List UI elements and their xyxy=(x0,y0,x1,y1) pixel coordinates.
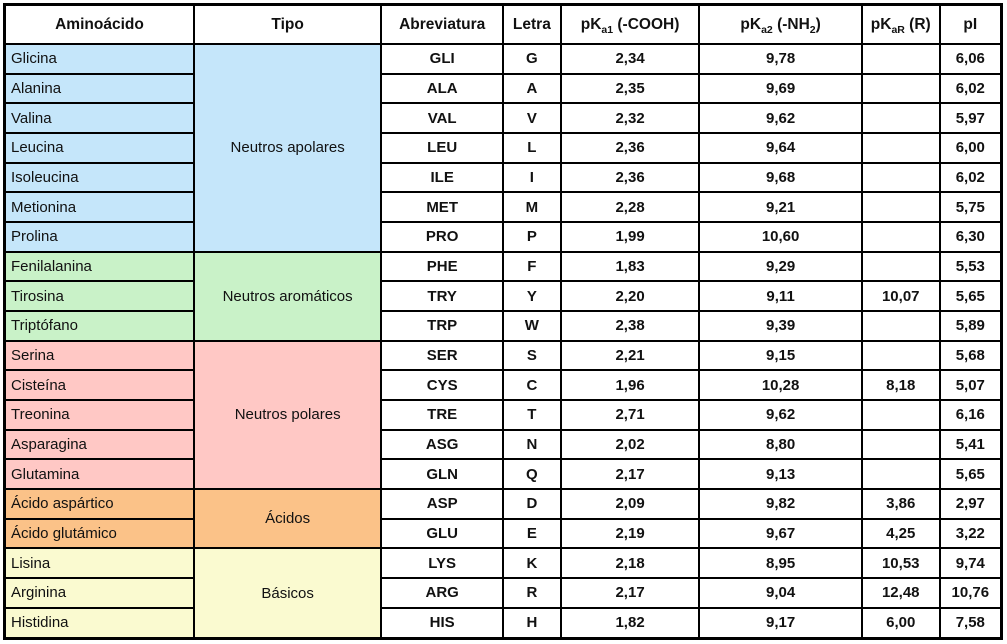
letter-cell: N xyxy=(503,430,561,460)
header-col-abreviatura xyxy=(381,5,503,45)
pka1-cell: 2,32 xyxy=(561,103,700,133)
pi-cell: 6,30 xyxy=(940,222,1002,252)
pkar-cell xyxy=(862,252,940,282)
pi-cell: 5,41 xyxy=(940,430,1002,460)
table-row xyxy=(5,311,1002,341)
amino-name-cell: Metionina xyxy=(5,192,194,222)
abbreviation-cell: TRY xyxy=(381,281,503,311)
pka1-cell: 2,19 xyxy=(561,519,700,549)
header-text: pI xyxy=(963,15,978,33)
pkar-cell xyxy=(862,163,940,193)
letter-cell: I xyxy=(503,163,561,193)
pka1-cell: 2,09 xyxy=(561,489,700,519)
table-row xyxy=(5,608,1002,639)
amino-name-cell: Triptófano xyxy=(5,311,194,341)
pkar-cell xyxy=(862,459,940,489)
amino-name-cell: Valina xyxy=(5,103,194,133)
table-row xyxy=(5,252,1002,282)
pka2-cell: 9,11 xyxy=(699,281,862,311)
pka1-cell: 2,71 xyxy=(561,400,700,430)
letter-cell: V xyxy=(503,103,561,133)
abbreviation-cell: LYS xyxy=(381,548,503,578)
letter-cell: R xyxy=(503,578,561,608)
pkar-cell xyxy=(862,341,940,371)
letter-cell: P xyxy=(503,222,561,252)
amino-name-cell: Alanina xyxy=(5,74,194,104)
abbreviation-cell: VAL xyxy=(381,103,503,133)
header-subscript: a2 xyxy=(761,23,773,36)
pka2-cell: 9,62 xyxy=(699,400,862,430)
pi-cell: 5,68 xyxy=(940,341,1002,371)
pka1-cell: 1,82 xyxy=(561,608,700,639)
letter-cell: Q xyxy=(503,459,561,489)
header-col-tipo xyxy=(194,5,381,45)
pi-cell: 6,06 xyxy=(940,44,1002,74)
header-col-pka2 xyxy=(699,5,862,45)
pka1-cell: 1,96 xyxy=(561,370,700,400)
pka1-cell: 2,36 xyxy=(561,163,700,193)
header-subscript: 2 xyxy=(809,23,816,36)
table-body xyxy=(5,44,1002,639)
pka2-cell: 9,69 xyxy=(699,74,862,104)
abbreviation-cell: GLN xyxy=(381,459,503,489)
pkar-cell xyxy=(862,44,940,74)
pi-cell: 10,76 xyxy=(940,578,1002,608)
table-row xyxy=(5,548,1002,578)
header-text: ) xyxy=(815,15,821,33)
abbreviation-cell: HIS xyxy=(381,608,503,639)
pka2-cell: 9,39 xyxy=(699,311,862,341)
header-text: Letra xyxy=(512,15,551,33)
abbreviation-cell: GLI xyxy=(381,44,503,74)
pka1-cell: 2,17 xyxy=(561,578,700,608)
tipo-group-cell: Ácidos xyxy=(194,489,381,548)
header-text: (R) xyxy=(904,15,931,33)
abbreviation-cell: PHE xyxy=(381,252,503,282)
pka2-cell: 9,68 xyxy=(699,163,862,193)
header-subscript: aR xyxy=(891,23,905,36)
abbreviation-cell: ALA xyxy=(381,74,503,104)
pkar-cell xyxy=(862,74,940,104)
amino-name-cell: Asparagina xyxy=(5,430,194,460)
pkar-cell xyxy=(862,430,940,460)
letter-cell: L xyxy=(503,133,561,163)
pkar-cell: 3,86 xyxy=(862,489,940,519)
pi-cell: 5,89 xyxy=(940,311,1002,341)
pi-cell: 5,65 xyxy=(940,459,1002,489)
table-row xyxy=(5,44,1002,74)
header-text: pK xyxy=(740,15,762,33)
amino-name-cell: Tirosina xyxy=(5,281,194,311)
pka1-cell: 2,02 xyxy=(561,430,700,460)
abbreviation-cell: SER xyxy=(381,341,503,371)
tipo-group-cell: Básicos xyxy=(194,548,381,638)
pkar-cell: 8,18 xyxy=(862,370,940,400)
pka2-cell: 9,29 xyxy=(699,252,862,282)
pkar-cell xyxy=(862,400,940,430)
pka2-cell: 9,78 xyxy=(699,44,862,74)
table-row xyxy=(5,133,1002,163)
pka2-cell: 9,17 xyxy=(699,608,862,639)
amino-name-cell: Lisina xyxy=(5,548,194,578)
table-row xyxy=(5,341,1002,371)
pka1-cell: 1,83 xyxy=(561,252,700,282)
letter-cell: Y xyxy=(503,281,561,311)
amino-name-cell: Glicina xyxy=(5,44,194,74)
pi-cell: 2,97 xyxy=(940,489,1002,519)
abbreviation-cell: GLU xyxy=(381,519,503,549)
amino-acid-table xyxy=(3,3,1003,640)
pka2-cell: 9,64 xyxy=(699,133,862,163)
abbreviation-cell: PRO xyxy=(381,222,503,252)
pi-cell: 6,16 xyxy=(940,400,1002,430)
table-row xyxy=(5,578,1002,608)
table-row xyxy=(5,192,1002,222)
letter-cell: A xyxy=(503,74,561,104)
table-row xyxy=(5,400,1002,430)
amino-name-cell: Ácido aspártico xyxy=(5,489,194,519)
letter-cell: G xyxy=(503,44,561,74)
pka1-cell: 2,28 xyxy=(561,192,700,222)
table-row xyxy=(5,489,1002,519)
pkar-cell: 10,07 xyxy=(862,281,940,311)
pka1-cell: 2,36 xyxy=(561,133,700,163)
amino-name-cell: Glutamina xyxy=(5,459,194,489)
tipo-group-cell: Neutros polares xyxy=(194,341,381,489)
table-row xyxy=(5,281,1002,311)
pkar-cell: 10,53 xyxy=(862,548,940,578)
abbreviation-cell: ARG xyxy=(381,578,503,608)
tipo-group-cell: Neutros apolares xyxy=(194,44,381,252)
pka1-cell: 1,99 xyxy=(561,222,700,252)
abbreviation-cell: ILE xyxy=(381,163,503,193)
table-row xyxy=(5,103,1002,133)
pka2-cell: 9,15 xyxy=(699,341,862,371)
letter-cell: T xyxy=(503,400,561,430)
amino-name-cell: Prolina xyxy=(5,222,194,252)
letter-cell: C xyxy=(503,370,561,400)
table-row xyxy=(5,430,1002,460)
header-col-pka1 xyxy=(561,5,700,45)
header-col-aminoacido xyxy=(5,5,194,45)
letter-cell: E xyxy=(503,519,561,549)
pi-cell: 9,74 xyxy=(940,548,1002,578)
pkar-cell: 6,00 xyxy=(862,608,940,639)
header-subscript: a1 xyxy=(601,23,614,36)
letter-cell: M xyxy=(503,192,561,222)
pka1-cell: 2,20 xyxy=(561,281,700,311)
abbreviation-cell: ASG xyxy=(381,430,503,460)
pka1-cell: 2,35 xyxy=(561,74,700,104)
pi-cell: 6,02 xyxy=(940,74,1002,104)
amino-name-cell: Leucina xyxy=(5,133,194,163)
header-text: pK xyxy=(580,15,602,33)
pka2-cell: 9,04 xyxy=(699,578,862,608)
amino-name-cell: Isoleucina xyxy=(5,163,194,193)
letter-cell: H xyxy=(503,608,561,639)
pka2-cell: 9,21 xyxy=(699,192,862,222)
abbreviation-cell: MET xyxy=(381,192,503,222)
pkar-cell xyxy=(862,103,940,133)
pkar-cell xyxy=(862,222,940,252)
abbreviation-cell: TRE xyxy=(381,400,503,430)
amino-name-cell: Fenilalanina xyxy=(5,252,194,282)
pka2-cell: 9,62 xyxy=(699,103,862,133)
letter-cell: S xyxy=(503,341,561,371)
header-text: Abreviatura xyxy=(399,15,486,33)
pi-cell: 5,65 xyxy=(940,281,1002,311)
pka1-cell: 2,18 xyxy=(561,548,700,578)
table-row xyxy=(5,519,1002,549)
header-col-letra xyxy=(503,5,561,45)
letter-cell: D xyxy=(503,489,561,519)
pka2-cell: 9,67 xyxy=(699,519,862,549)
header-text: (-NH xyxy=(772,15,810,33)
pi-cell: 7,58 xyxy=(940,608,1002,639)
pi-cell: 5,75 xyxy=(940,192,1002,222)
header-row xyxy=(5,5,1002,45)
header-col-pkar xyxy=(862,5,940,45)
abbreviation-cell: CYS xyxy=(381,370,503,400)
pkar-cell xyxy=(862,311,940,341)
amino-name-cell: Treonina xyxy=(5,400,194,430)
pka2-cell: 9,13 xyxy=(699,459,862,489)
pka1-cell: 2,17 xyxy=(561,459,700,489)
header-text: pK xyxy=(870,15,892,33)
abbreviation-cell: ASP xyxy=(381,489,503,519)
pka2-cell: 10,60 xyxy=(699,222,862,252)
table-row xyxy=(5,459,1002,489)
table-row xyxy=(5,74,1002,104)
amino-name-cell: Cisteína xyxy=(5,370,194,400)
pkar-cell xyxy=(862,192,940,222)
pi-cell: 3,22 xyxy=(940,519,1002,549)
pkar-cell: 12,48 xyxy=(862,578,940,608)
header-col-pi xyxy=(940,5,1002,45)
pka1-cell: 2,38 xyxy=(561,311,700,341)
amino-name-cell: Arginina xyxy=(5,578,194,608)
pi-cell: 5,53 xyxy=(940,252,1002,282)
header-text: Aminoácido xyxy=(55,15,144,33)
table-row xyxy=(5,222,1002,252)
pka1-cell: 2,21 xyxy=(561,341,700,371)
amino-name-cell: Ácido glutámico xyxy=(5,519,194,549)
header-text: (-COOH) xyxy=(613,15,680,33)
tipo-group-cell: Neutros aromáticos xyxy=(194,252,381,341)
pka2-cell: 8,95 xyxy=(699,548,862,578)
pi-cell: 5,97 xyxy=(940,103,1002,133)
pka1-cell: 2,34 xyxy=(561,44,700,74)
letter-cell: F xyxy=(503,252,561,282)
pi-cell: 5,07 xyxy=(940,370,1002,400)
header-text: Tipo xyxy=(271,15,304,33)
pkar-cell: 4,25 xyxy=(862,519,940,549)
pkar-cell xyxy=(862,133,940,163)
letter-cell: K xyxy=(503,548,561,578)
amino-name-cell: Serina xyxy=(5,341,194,371)
pi-cell: 6,00 xyxy=(940,133,1002,163)
amino-name-cell: Histidina xyxy=(5,608,194,639)
abbreviation-cell: TRP xyxy=(381,311,503,341)
pka2-cell: 10,28 xyxy=(699,370,862,400)
letter-cell: W xyxy=(503,311,561,341)
pka2-cell: 8,80 xyxy=(699,430,862,460)
table-row xyxy=(5,163,1002,193)
pi-cell: 6,02 xyxy=(940,163,1002,193)
table-row xyxy=(5,370,1002,400)
pka2-cell: 9,82 xyxy=(699,489,862,519)
abbreviation-cell: LEU xyxy=(381,133,503,163)
